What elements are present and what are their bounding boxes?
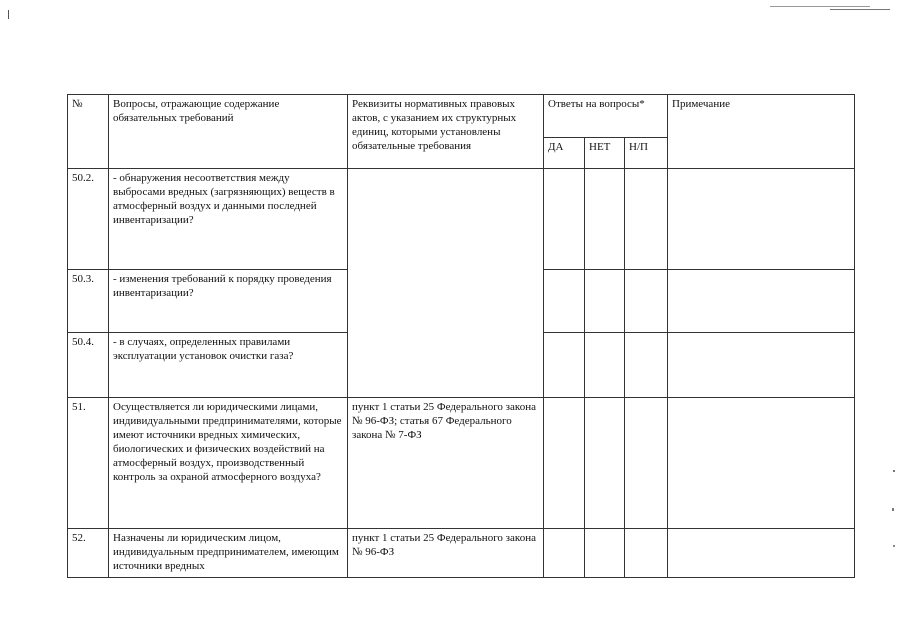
header-yes: ДА <box>544 138 585 169</box>
answer-yes-cell[interactable] <box>544 169 585 270</box>
row-requisites: пункт 1 статьи 25 Федерального закона № 96-ФЗ; статья 67 Федерального закона № 7-ФЗ <box>348 398 544 529</box>
note-cell[interactable] <box>668 398 855 529</box>
scan-artifact <box>770 6 870 7</box>
header-num: № <box>68 95 109 169</box>
answer-yes-cell[interactable] <box>544 333 585 398</box>
header-note: Примечание <box>668 95 855 169</box>
header-questions: Вопросы, отражающие содержание обязательных требований <box>109 95 348 169</box>
answer-na-cell[interactable] <box>625 169 668 270</box>
answer-no-cell[interactable] <box>585 333 625 398</box>
header-answers: Ответы на вопросы* <box>544 95 668 138</box>
row-num: 52. <box>68 529 109 578</box>
header-requisites: Реквизиты нормативных правовых актов, с указанием их структурных единиц, которыми установлены обязательные требования <box>348 95 544 169</box>
note-cell[interactable] <box>668 270 855 333</box>
row-question: Осуществляется ли юридическими лицами, индивидуальными предпринимателями, которые имеют источники вредных химических, биологических и физических воздействий на атмосферный воздух, производственный контроль за охраной атмосферного воздуха? <box>109 398 348 529</box>
row-num: 50.4. <box>68 333 109 398</box>
scan-artifact <box>893 545 895 547</box>
scan-artifact <box>8 10 9 19</box>
scan-artifact <box>893 470 895 472</box>
row-requisites <box>348 169 544 398</box>
scan-artifact <box>892 508 894 511</box>
header-no: НЕТ <box>585 138 625 169</box>
answer-no-cell[interactable] <box>585 270 625 333</box>
answer-na-cell[interactable] <box>625 398 668 529</box>
answer-yes-cell[interactable] <box>544 270 585 333</box>
answer-yes-cell[interactable] <box>544 398 585 529</box>
note-cell[interactable] <box>668 333 855 398</box>
scan-artifact <box>830 9 890 10</box>
row-num: 50.3. <box>68 270 109 333</box>
table-row <box>68 529 855 578</box>
table-row <box>68 398 855 529</box>
row-question: Назначены ли юридическим лицом, индивидуальным предпринимателем, имеющим источники вредных <box>109 529 348 578</box>
answer-na-cell[interactable] <box>625 270 668 333</box>
row-num: 50.2. <box>68 169 109 270</box>
row-question: - изменения требований к порядку проведения инвентаризации? <box>109 270 348 333</box>
answer-no-cell[interactable] <box>585 169 625 270</box>
row-question: - в случаях, определенных правилами эксплуатации установок очистки газа? <box>109 333 348 398</box>
row-requisites: пункт 1 статьи 25 Федерального закона № 96-ФЗ <box>348 529 544 578</box>
checklist-table <box>67 94 855 578</box>
note-cell[interactable] <box>668 529 855 578</box>
table-row <box>68 169 855 270</box>
answer-yes-cell[interactable] <box>544 529 585 578</box>
header-na: Н/П <box>625 138 668 169</box>
answer-no-cell[interactable] <box>585 398 625 529</box>
answer-no-cell[interactable] <box>585 529 625 578</box>
row-num: 51. <box>68 398 109 529</box>
row-question: - обнаружения несоответствия между выбросами вредных (загрязняющих) веществ в атмосферный воздух и данными последней инвентаризации? <box>109 169 348 270</box>
note-cell[interactable] <box>668 169 855 270</box>
answer-na-cell[interactable] <box>625 529 668 578</box>
header-row <box>68 95 855 138</box>
answer-na-cell[interactable] <box>625 333 668 398</box>
